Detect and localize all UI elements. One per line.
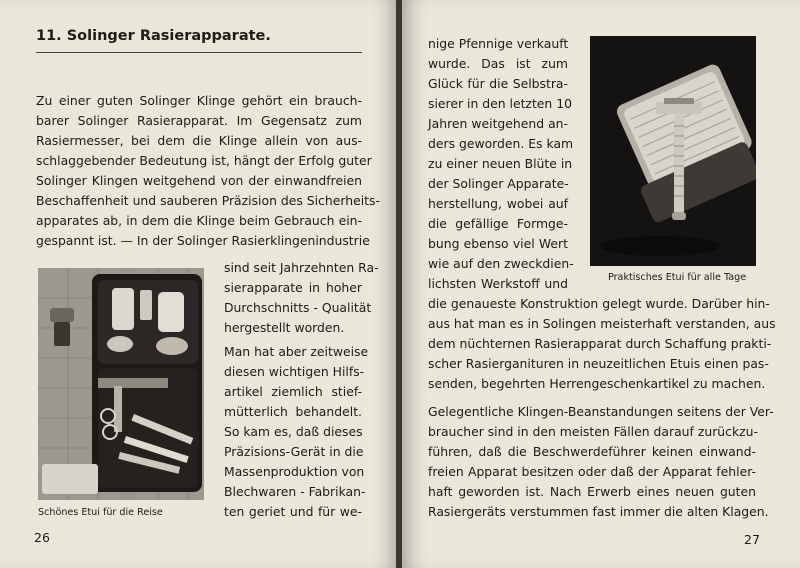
right-page: [402, 0, 800, 568]
body-line: Jahren weitgehend an-: [428, 116, 568, 131]
body-line: freien Apparat besitzen oder daß der Apparat fehler-: [428, 464, 756, 479]
body-line: scher Rasierganituren in neuzeitlichen Etuis einen pas-: [428, 356, 769, 371]
body-line: führen, daß die Beschwerdeführer keinen einwand-: [428, 444, 756, 459]
body-line: sind seit Jahrzehnten Ra-: [224, 260, 379, 275]
body-line: aus hat man es in Solingen meisterhaft verstanden, aus: [428, 316, 776, 331]
body-line: die gefällige Formge-: [428, 216, 568, 231]
body-line: hergestellt worden.: [224, 320, 345, 335]
travel-case-illustration: [38, 268, 204, 500]
page-number: 26: [34, 530, 50, 545]
body-line: herstellung, wobei auf: [428, 196, 568, 211]
body-line: Solinger Klingen weitgehend von der einwandfreien: [36, 173, 362, 188]
body-line: zu einer neuen Blüte in: [428, 156, 573, 171]
section-heading: 11. Solinger Rasierapparate.: [36, 28, 271, 44]
body-line: wie auf den zweckdien-: [428, 256, 574, 271]
body-line: Beschaffenheit und sauberen Präzision des Sicherheits-: [36, 193, 380, 208]
body-line: Massenproduktion von: [224, 464, 365, 479]
body-line: senden, begehrten Herrengeschenkartikel zu machen.: [428, 376, 766, 391]
body-line: sierapparate in hoher: [224, 280, 362, 295]
body-line: wurde. Das ist zum: [428, 56, 568, 71]
body-line: bung ebenso viel Wert: [428, 236, 568, 251]
body-line: Zu einer guten Solinger Klinge gehört ein brauch-: [36, 93, 362, 108]
body-line: haft geworden ist. Nach Erwerb eines neuen guten: [428, 484, 756, 499]
left-page: [0, 0, 398, 568]
body-line: ten geriet und für we-: [224, 504, 362, 519]
body-line: Glück für die Selbstra-: [428, 76, 568, 91]
body-line: die genaueste Konstruktion gelegt wurde. Darüber hin-: [428, 296, 770, 311]
body-line: Rasiergeräts verstummen fast immer die alten Klagen.: [428, 504, 769, 519]
body-line: nige Pfennige verkauft: [428, 36, 569, 51]
body-line: dem nüchternen Rasierapparat durch Schaffung prakti-: [428, 336, 772, 351]
body-line: Durchschnitts - Qualität: [224, 300, 372, 315]
body-line: schlaggebender Bedeutung ist, hängt der Erfolg guter: [36, 153, 372, 168]
body-line: der Solinger Apparate-: [428, 176, 569, 191]
body-line: braucher sind in den meisten Fällen darauf zurückzu-: [428, 424, 758, 439]
everyday-case-illustration: [590, 36, 756, 266]
body-line: ders geworden. Es kam: [428, 136, 574, 151]
body-line: mütterlich behandelt.: [224, 404, 362, 419]
body-line: Präzisions-Gerät in die: [224, 444, 364, 459]
body-line: barer Solinger Rasierapparat. Im Gegensatz zum: [36, 113, 362, 128]
body-line: Blechwaren - Fabrikan-: [224, 484, 366, 499]
body-line: artikel ziemlich stief-: [224, 384, 362, 399]
body-line: So kam es, daß dieses: [224, 424, 363, 439]
page-number: 27: [744, 532, 760, 547]
travel-case-photo: [38, 268, 204, 500]
photo-caption: Schönes Etui für die Reise: [38, 507, 163, 518]
body-line: lichsten Werkstoff und: [428, 276, 568, 291]
body-line: diesen wichtigen Hilfs-: [224, 364, 365, 379]
body-line: apparates ab, in dem die Klinge beim Gebrauch ein-: [36, 213, 362, 228]
body-line: Man hat aber zeitweise: [224, 344, 369, 359]
body-line: Gelegentliche Klingen-Beanstandungen seitens der Ver-: [428, 404, 774, 419]
body-line: Rasiermesser, bei dem die Klinge allein von aus-: [36, 133, 362, 148]
heading-rule: [36, 52, 362, 53]
body-line: gespannt ist. — In der Solinger Rasierklingenindustrie: [36, 233, 370, 248]
everyday-case-photo: [590, 36, 756, 266]
photo-caption: Praktisches Etui für alle Tage: [608, 272, 747, 283]
body-line: sierer in den letzten 10: [428, 96, 572, 111]
